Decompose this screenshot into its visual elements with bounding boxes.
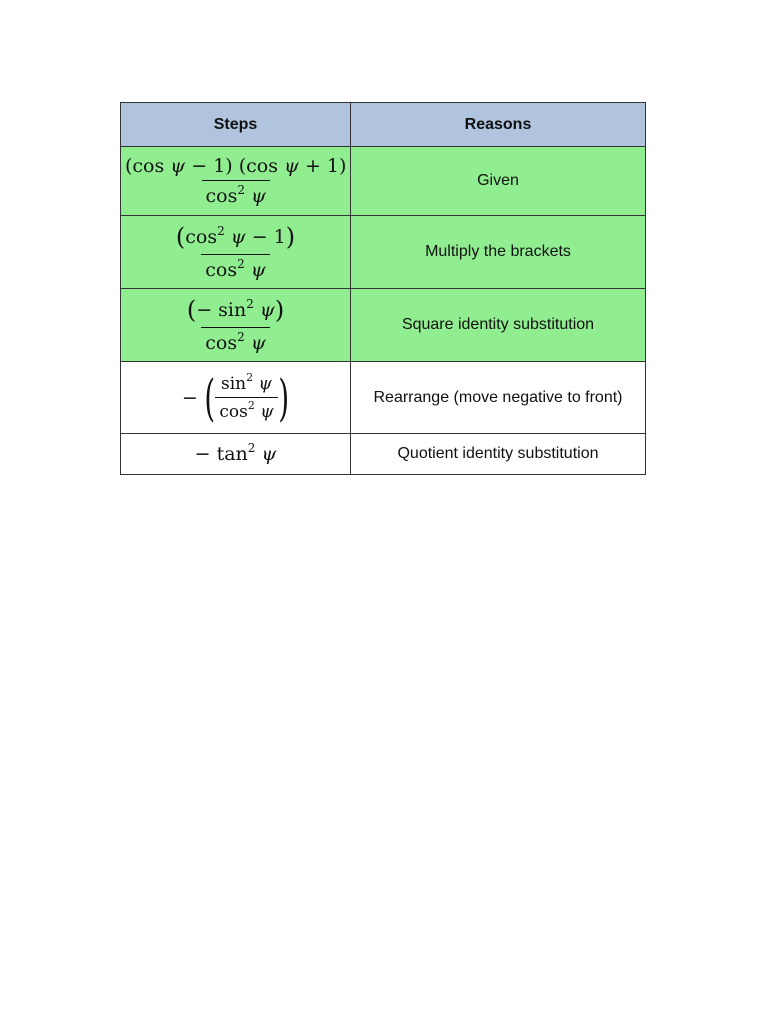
- reason-cell: Quotient identity substitution: [351, 434, 646, 475]
- table-row: [121, 362, 646, 434]
- step-fraction: $\frac{(\cos^2 \psi - 1)}{\cos^2 \psi}$: [175, 223, 296, 281]
- step-expression: − $\tan^2 \psi$: [194, 441, 277, 465]
- step-fraction: $\frac{\text{(cos ψ − 1) (cos ψ + 1)}}{\cos^2 \psi}$: [125, 155, 347, 207]
- step-cell: [121, 289, 351, 362]
- header-steps: Steps: [121, 103, 351, 147]
- reason-cell: Multiply the brackets: [351, 216, 646, 289]
- header-reasons: Reasons: [351, 103, 646, 147]
- table-row: [121, 434, 646, 475]
- step-cell: [121, 434, 351, 475]
- reason-cell: Given: [351, 147, 646, 216]
- reason-cell: Rearrange (move negative to front): [351, 362, 646, 434]
- table-row: [121, 216, 646, 289]
- step-expression: − ( $\frac{\sin^2 \psi}{\cos^2 \psi}$ ): [181, 368, 289, 427]
- reason-cell: Square identity substitution: [351, 289, 646, 362]
- step-cell: [121, 147, 351, 216]
- header-row: [121, 103, 646, 147]
- table-row: [121, 147, 646, 216]
- step-fraction: $\frac{(- \sin^2 \psi)}{\cos^2 \psi}$: [186, 296, 285, 354]
- table-row: [121, 289, 646, 362]
- step-cell: [121, 216, 351, 289]
- proof-table: [120, 102, 646, 475]
- step-cell: [121, 362, 351, 434]
